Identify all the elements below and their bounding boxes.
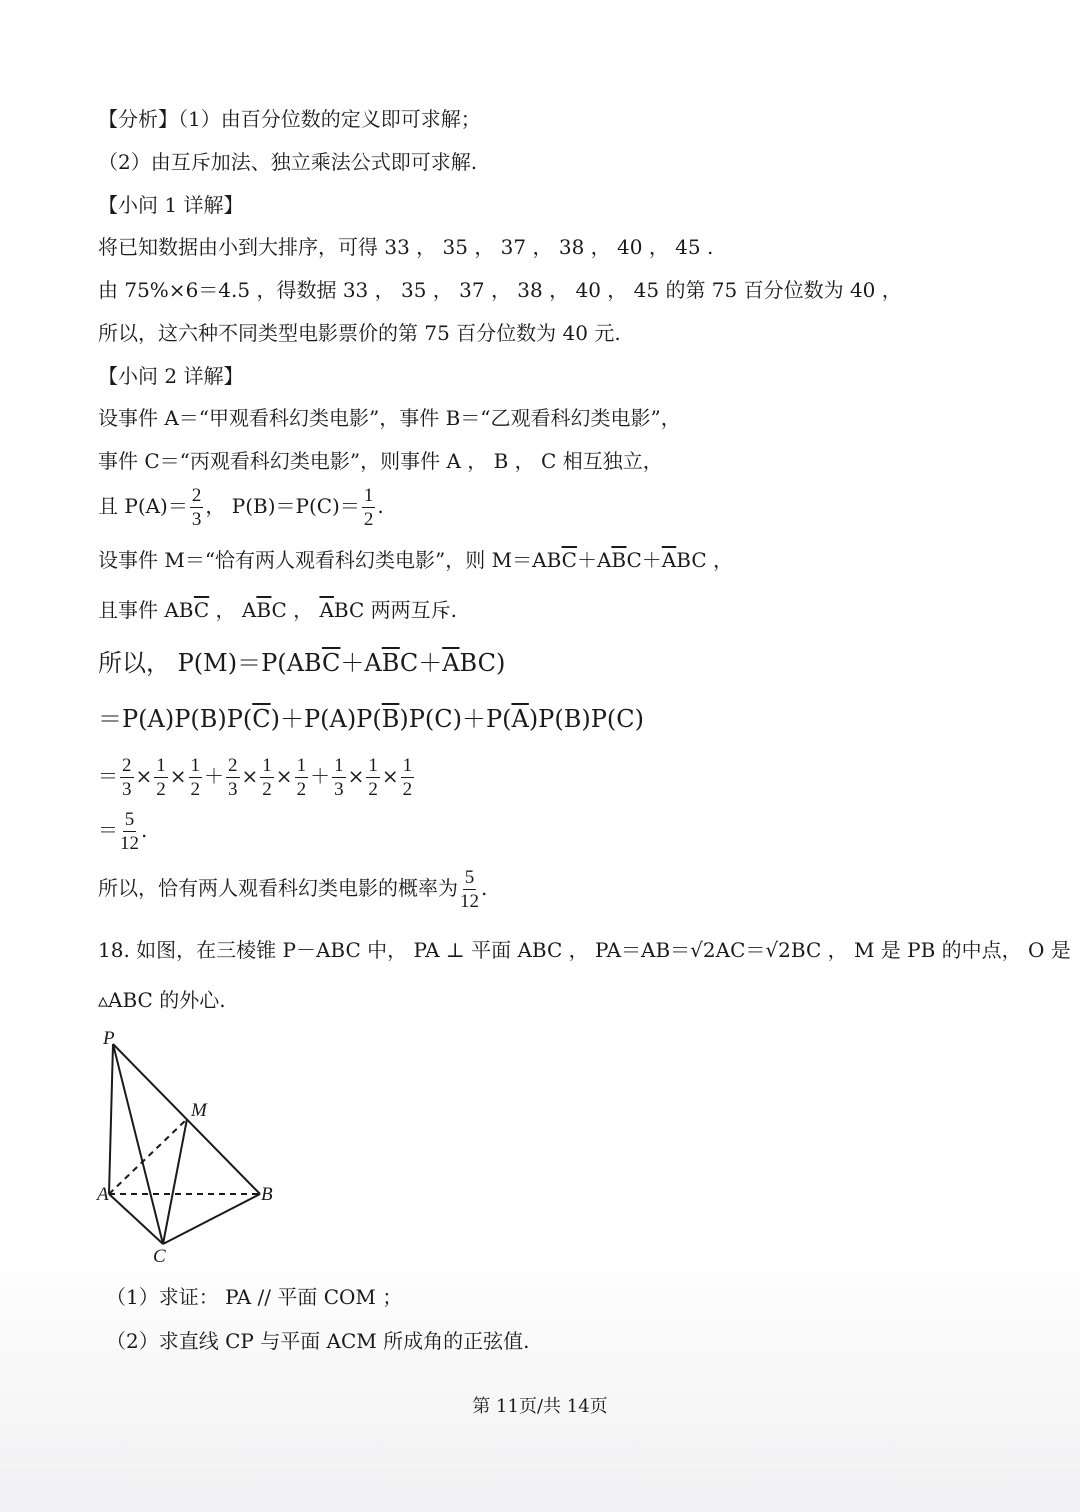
analysis-line-2: （2）由互斥加法、独立乘法公式即可求解.	[98, 150, 478, 174]
edge-pa	[109, 1044, 113, 1194]
edge-cb	[163, 1194, 260, 1244]
event-c-line: 事件 C＝“丙观看科幻类电影”，则事件 A ， B ， C 相互独立，	[98, 449, 663, 473]
subquestion-1-heading: 【小问 1 详解】	[98, 193, 244, 217]
prob-text-c: .	[377, 494, 384, 518]
prob-text-b: ， P(B)＝P(C)＝	[205, 494, 360, 518]
fraction-one-half: $\frac{1}{2}$	[363, 485, 374, 530]
label-p: P	[103, 1028, 115, 1049]
page-footer: 第 11页/共 14页	[472, 1396, 608, 1417]
result-five-twelfths-line: ＝ $\frac{5}{12}$ .	[98, 809, 148, 854]
probability-line	[98, 486, 384, 529]
prob-text-a: 且 P(A)＝	[98, 494, 188, 518]
analysis-line: 【分析】（1）由百分位数的定义即可求解；	[98, 107, 481, 131]
event-definition-line: 设事件 A＝“甲观看科幻类电影”，事件 B＝“乙观看科幻类电影”，	[98, 406, 681, 430]
event-m-line: 设事件 M＝“恰有两人观看科幻类电影”，则 $M=AB\overline{C}+A\overline{B}C+\overline{A}BC$ ，	[98, 548, 733, 572]
sorted-data-line: 将已知数据由小到大排序，可得 33 ， 35 ， 37 ， 38 ， 40 ， 45 .	[98, 235, 714, 259]
mutually-exclusive-line: 且事件 $AB\overline{C}$ ， $A\overline{B}C$ ， $\overline{A}BC$ 两两互斥.	[98, 598, 458, 622]
subquestion-2-heading: 【小问 2 详解】	[98, 364, 244, 388]
label-a: A	[97, 1184, 109, 1205]
label-c: C	[153, 1246, 166, 1267]
question-18-part-2: （2）求直线 CP 与平面 ACM 所成角的正弦值.	[106, 1329, 530, 1353]
edge-ac	[109, 1194, 163, 1244]
conclusion-line: 所以，恰有两人观看科幻类电影的概率为 $\frac{5}{12}$ .	[98, 867, 488, 912]
question-18-part-1: （1）求证： PA // 平面 COM ；	[106, 1285, 403, 1309]
question-18-stem: 18. 如图，在三棱锥 P－ABC 中， PA ⊥ 平面 ABC ， PA＝AB＝√2AC＝√2BC ， M 是 PB 的中点， O 是	[98, 938, 1071, 962]
percentile-result-line: 所以，这六种不同类型电影票价的第 75 百分位数为 40 元.	[98, 321, 621, 345]
fraction-two-thirds: $\frac{2}{3}$	[191, 485, 202, 530]
numeric-expansion-line: ＝ $\frac{2}{3}$ × $\frac{1}{2}$ × $\frac{1}{2}$ ＋ $\frac{2}{3}$ × $\frac{1}{2}$ × $\frac{1}{2}$ ＋ $\frac{1}{3}$ × $\frac{1}{2}$ × $\frac{1}{2}$	[98, 755, 413, 800]
edge-pc	[113, 1044, 163, 1244]
percentile-calc-line: 由 75%×6＝4.5 ，得数据 33 ， 35 ， 37 ， 38 ， 40 ， 45 的第 75 百分位数为 40 ，	[98, 278, 902, 302]
pm-expression-line: 所以， $P(M)=P(AB\overline{C}+A\overline{B}C+\overline{A}BC)$	[98, 649, 506, 677]
question-18-stem-2: ▵ABC 的外心.	[98, 988, 226, 1012]
label-m: M	[191, 1100, 207, 1121]
label-b: B	[261, 1184, 273, 1205]
tetrahedron-figure	[95, 1022, 295, 1267]
product-expansion-line: $=P(A)P(B)P(\overline{C})+P(A)P(\overline{B})P(C)+P(\overline{A})P(B)P(C)$	[98, 705, 644, 733]
